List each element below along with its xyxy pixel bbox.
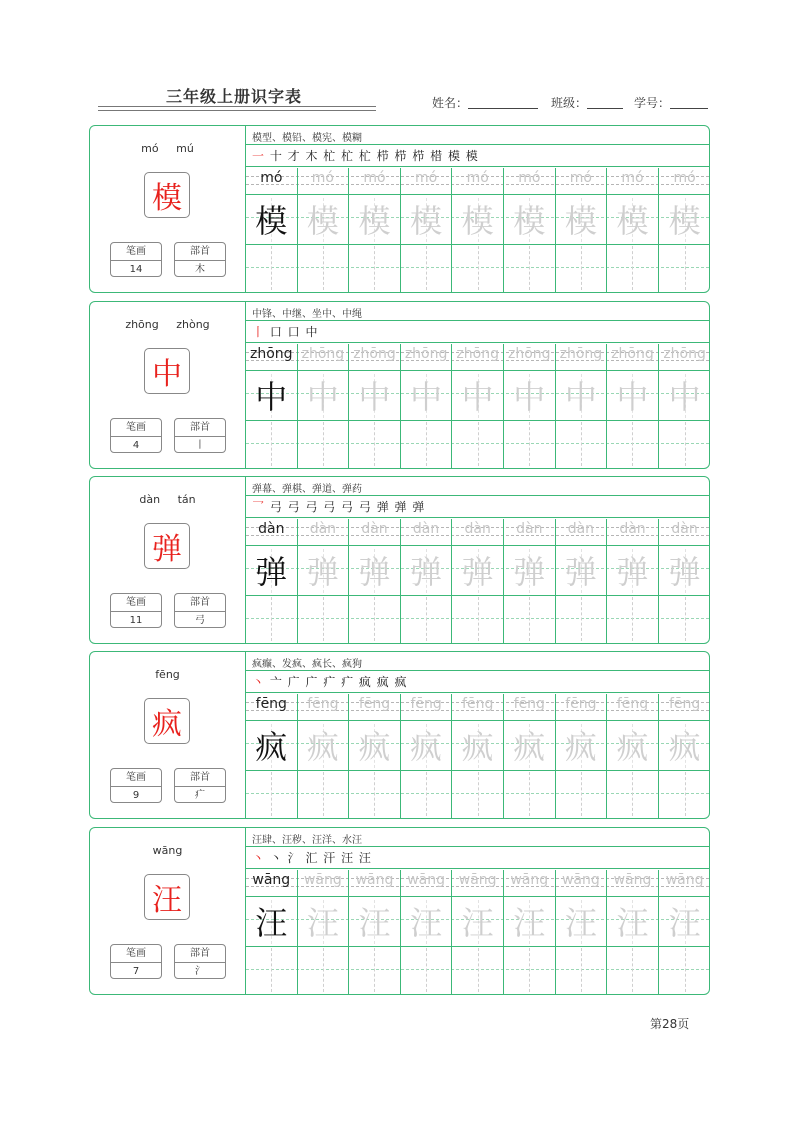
pinyin-list: dàn tán <box>139 493 196 506</box>
strokes-label: 笔画 <box>111 769 161 787</box>
divider <box>246 692 709 693</box>
practice-pinyin: fēng <box>668 696 701 712</box>
practice-cell[interactable] <box>659 168 711 292</box>
practice-pinyin: zhōng <box>404 346 448 362</box>
practice-cell[interactable] <box>659 344 711 468</box>
id-blank[interactable] <box>670 96 708 109</box>
practice-char: 模 <box>410 202 443 240</box>
id-label: 学号： <box>634 96 671 110</box>
practice-cell[interactable] <box>607 344 659 468</box>
divider <box>246 846 709 847</box>
practice-char: 中 <box>513 378 546 416</box>
guide-line <box>374 772 375 816</box>
guide-line <box>529 772 530 816</box>
guide-line <box>374 948 375 992</box>
name-field[interactable] <box>432 94 538 111</box>
strokes-label: 笔画 <box>111 243 161 261</box>
name-label: 姓名： <box>432 96 469 110</box>
guide-line <box>581 772 582 816</box>
practice-pinyin: fēng <box>616 696 649 712</box>
practice-cell[interactable] <box>659 694 711 818</box>
strokes-box <box>110 593 162 628</box>
first-stroke: 一 <box>252 149 266 163</box>
practice-char: 疯 <box>564 728 597 766</box>
character-info-panel <box>90 302 246 468</box>
practice-pinyin: dàn <box>361 521 388 537</box>
guide-line <box>478 772 479 816</box>
id-field[interactable] <box>634 94 708 111</box>
guide-line <box>529 246 530 290</box>
stroke-sequence: 弓 弓 弓 弓 弓 弓 弹 弹 弹 <box>269 500 426 514</box>
strokes-box <box>110 944 162 979</box>
practice-char: 汪 <box>513 904 546 942</box>
practice-cell[interactable] <box>607 870 659 994</box>
character-card <box>89 827 710 995</box>
practice-pinyin: mó <box>466 170 489 186</box>
practice-cell[interactable] <box>298 870 350 994</box>
main-character: 弹 <box>144 523 190 569</box>
practice-pinyin: fēng <box>410 696 442 712</box>
guide-line <box>632 422 633 466</box>
guide-line <box>271 597 272 641</box>
guide-line <box>374 422 375 466</box>
practice-cell[interactable] <box>349 870 401 994</box>
guide-line <box>426 422 427 466</box>
practice-panel <box>246 652 709 818</box>
strokes-box <box>110 418 162 453</box>
practice-pinyin: wāng <box>252 872 291 888</box>
guide-line <box>632 246 633 290</box>
stroke-order <box>252 147 479 164</box>
practice-cell[interactable] <box>401 344 453 468</box>
practice-cell[interactable] <box>349 344 401 468</box>
stroke-sequence: 亠 广 广 疒 疒 疯 疯 疯 <box>269 675 408 689</box>
practice-cell[interactable] <box>607 168 659 292</box>
practice-pinyin: dàn <box>516 521 543 537</box>
stroke-order <box>252 849 372 866</box>
guide-line <box>632 948 633 992</box>
practice-pinyin: dàn <box>619 521 646 537</box>
class-field[interactable] <box>551 94 623 111</box>
strokes-value: 7 <box>132 966 140 977</box>
guide-line <box>323 422 324 466</box>
character-info-panel <box>90 126 246 292</box>
practice-cell[interactable] <box>298 519 350 643</box>
character-card <box>89 125 710 293</box>
guide-line <box>271 772 272 816</box>
practice-pinyin: fēng <box>513 696 545 712</box>
practice-panel <box>246 302 709 468</box>
radical-value: 丨 <box>195 440 205 451</box>
guide-line <box>323 597 324 641</box>
guide-line <box>529 422 530 466</box>
practice-char: 汪 <box>461 904 494 942</box>
radical-label: 部首 <box>175 594 225 612</box>
practice-char: 中 <box>616 378 649 416</box>
practice-cell[interactable] <box>659 519 711 643</box>
practice-cell[interactable] <box>246 519 298 643</box>
radical-label: 部首 <box>175 419 225 437</box>
word-list: 模型、模铅、模宪、模糊 <box>252 133 362 144</box>
practice-pinyin: wāng <box>561 872 600 888</box>
practice-char: 模 <box>306 202 339 240</box>
practice-pinyin: zhōng <box>611 346 654 362</box>
divider <box>246 517 709 518</box>
title-underline <box>98 106 376 111</box>
practice-cell[interactable] <box>246 694 298 818</box>
practice-char: 模 <box>461 202 494 240</box>
practice-grid <box>246 344 709 468</box>
guide-line <box>426 246 427 290</box>
practice-char: 汪 <box>616 904 649 942</box>
practice-char: 弹 <box>564 553 597 591</box>
practice-pinyin: zhōng <box>508 346 551 362</box>
divider <box>246 868 709 869</box>
practice-char: 中 <box>306 378 339 416</box>
first-stroke: 丶 <box>252 851 266 865</box>
practice-cell[interactable] <box>556 870 608 994</box>
practice-char: 弹 <box>358 553 391 591</box>
guide-line <box>323 948 324 992</box>
strokes-label: 笔画 <box>111 419 161 437</box>
practice-grid <box>246 870 709 994</box>
practice-cell[interactable] <box>504 519 556 643</box>
practice-pinyin: zhōng <box>250 346 293 362</box>
guide-line <box>632 597 633 641</box>
practice-char: 汪 <box>255 904 288 942</box>
practice-char: 弹 <box>255 553 288 591</box>
guide-line <box>685 422 686 466</box>
word-list: 中锋、中继、坐中、中绳 <box>252 309 362 320</box>
strokes-label: 笔画 <box>111 945 161 963</box>
practice-cell[interactable] <box>659 870 711 994</box>
class-blank[interactable] <box>587 96 623 109</box>
practice-pinyin: mó <box>621 170 644 186</box>
pinyin-list: mó mú <box>141 142 194 155</box>
practice-char: 中 <box>255 378 288 416</box>
strokes-box <box>110 768 162 803</box>
guide-line <box>323 246 324 290</box>
divider <box>246 144 709 145</box>
practice-pinyin: zhōng <box>456 346 499 362</box>
practice-char: 中 <box>358 378 391 416</box>
stroke-order <box>252 673 408 690</box>
page-title: 三年级上册识字表 <box>166 87 303 106</box>
page-number: 第28页 <box>650 1017 690 1031</box>
practice-pinyin: wāng <box>665 872 704 888</box>
practice-grid <box>246 694 709 818</box>
first-stroke: 丨 <box>252 325 266 339</box>
word-list: 汪肆、汪秽、汪洋、水汪 <box>252 835 362 846</box>
practice-grid <box>246 168 709 292</box>
radical-label: 部首 <box>175 945 225 963</box>
guide-line <box>478 597 479 641</box>
character-info-panel <box>90 828 246 994</box>
practice-cell[interactable] <box>246 870 298 994</box>
practice-cell[interactable] <box>401 519 453 643</box>
guide-line <box>426 948 427 992</box>
practice-pinyin: dàn <box>567 521 595 537</box>
practice-pinyin: mó <box>673 170 696 186</box>
practice-cell[interactable] <box>556 519 608 643</box>
guide-line <box>271 422 272 466</box>
practice-cell[interactable] <box>556 694 608 818</box>
practice-cell[interactable] <box>246 168 298 292</box>
practice-pinyin: dàn <box>309 521 337 537</box>
main-character: 中 <box>144 348 190 394</box>
class-label: 班级： <box>551 96 588 110</box>
guide-line <box>478 948 479 992</box>
practice-cell[interactable] <box>556 344 608 468</box>
guide-line <box>685 246 686 290</box>
stroke-sequence: 丶 氵 汇 汗 汪 汪 <box>269 851 372 865</box>
strokes-value: 14 <box>129 264 143 275</box>
radical-box <box>174 768 226 803</box>
practice-cell[interactable] <box>452 168 504 292</box>
divider <box>246 670 709 671</box>
guide-line <box>685 597 686 641</box>
practice-char: 疯 <box>410 728 443 766</box>
practice-cell[interactable] <box>452 694 504 818</box>
practice-pinyin: wāng <box>458 872 497 888</box>
stroke-sequence: 十 才 木 杧 杧 杧 栉 栉 栉 棤 模 模 <box>269 149 479 163</box>
practice-cell[interactable] <box>401 168 453 292</box>
practice-grid <box>246 519 709 643</box>
practice-char: 弹 <box>410 553 443 591</box>
radical-value: 氵 <box>195 966 205 977</box>
radical-value: 木 <box>195 264 205 275</box>
guide-line <box>581 246 582 290</box>
strokes-label: 笔画 <box>111 594 161 612</box>
practice-cell[interactable] <box>452 870 504 994</box>
practice-char: 模 <box>358 202 391 240</box>
guide-line <box>685 948 686 992</box>
practice-cell[interactable] <box>401 870 453 994</box>
practice-panel <box>246 126 709 292</box>
character-info-panel <box>90 477 246 643</box>
practice-cell[interactable] <box>504 168 556 292</box>
practice-char: 模 <box>255 202 288 240</box>
practice-cell[interactable] <box>298 168 350 292</box>
radical-value: 疒 <box>195 790 205 801</box>
practice-char: 弹 <box>616 553 649 591</box>
guide-line <box>685 772 686 816</box>
practice-char: 汪 <box>306 904 339 942</box>
strokes-value: 9 <box>132 790 140 801</box>
practice-cell[interactable] <box>349 168 401 292</box>
practice-pinyin: fēng <box>462 696 494 712</box>
practice-pinyin: zhōng <box>301 346 345 362</box>
main-character: 汪 <box>144 874 190 920</box>
practice-char: 中 <box>410 378 443 416</box>
practice-pinyin: wāng <box>613 872 652 888</box>
practice-pinyin: dàn <box>412 521 440 537</box>
practice-char: 汪 <box>668 904 701 942</box>
practice-char: 中 <box>564 378 597 416</box>
radical-label: 部首 <box>175 243 225 261</box>
practice-cell[interactable] <box>349 519 401 643</box>
practice-cell[interactable] <box>401 694 453 818</box>
guide-line <box>529 948 530 992</box>
practice-cell[interactable] <box>607 694 659 818</box>
guide-line <box>581 948 582 992</box>
practice-pinyin: mó <box>414 170 438 186</box>
character-info-panel <box>90 652 246 818</box>
radical-box <box>174 242 226 277</box>
first-stroke: 乛 <box>252 500 266 514</box>
practice-char: 中 <box>461 378 494 416</box>
guide-line <box>374 246 375 290</box>
practice-pinyin: mó <box>260 170 283 186</box>
guide-line <box>426 772 427 816</box>
practice-pinyin: zhōng <box>663 346 706 362</box>
practice-cell[interactable] <box>607 519 659 643</box>
radical-box <box>174 944 226 979</box>
radical-box <box>174 593 226 628</box>
practice-char: 模 <box>564 202 597 240</box>
practice-pinyin: wāng <box>303 872 342 888</box>
practice-cell[interactable] <box>298 344 350 468</box>
practice-char: 汪 <box>410 904 443 942</box>
guide-line <box>581 597 582 641</box>
practice-pinyin: mó <box>363 170 386 186</box>
practice-cell[interactable] <box>504 344 556 468</box>
name-blank[interactable] <box>468 96 538 109</box>
practice-cell[interactable] <box>452 519 504 643</box>
practice-pinyin: mó <box>518 170 541 186</box>
practice-char: 汪 <box>564 904 597 942</box>
practice-pinyin: dàn <box>464 521 491 537</box>
strokes-value: 4 <box>132 440 140 451</box>
practice-char: 模 <box>668 202 701 240</box>
practice-pinyin: wāng <box>510 872 549 888</box>
practice-char: 弹 <box>668 553 701 591</box>
strokes-box <box>110 242 162 277</box>
pinyin-list: fēng <box>155 668 180 681</box>
practice-char: 模 <box>513 202 546 240</box>
guide-line <box>271 948 272 992</box>
pinyin-list: zhōng zhòng <box>125 318 210 331</box>
practice-pinyin: fēng <box>255 696 287 712</box>
practice-pinyin: fēng <box>565 696 597 712</box>
practice-pinyin: fēng <box>358 696 391 712</box>
practice-cell[interactable] <box>504 870 556 994</box>
guide-line <box>632 772 633 816</box>
divider <box>246 166 709 167</box>
strokes-value: 11 <box>129 615 143 626</box>
first-stroke: 丶 <box>252 675 266 689</box>
divider <box>246 320 709 321</box>
guide-line <box>271 246 272 290</box>
radical-box <box>174 418 226 453</box>
pinyin-list: wāng <box>152 844 183 857</box>
practice-pinyin: wāng <box>355 872 394 888</box>
practice-pinyin: zhōng <box>353 346 396 362</box>
radical-label: 部首 <box>175 769 225 787</box>
guide-line <box>374 597 375 641</box>
practice-char: 弹 <box>306 553 339 591</box>
word-list: 疯癫、发疯、疯长、疯狗 <box>252 659 362 670</box>
practice-cell[interactable] <box>349 694 401 818</box>
practice-panel <box>246 828 709 994</box>
guide-line <box>529 597 530 641</box>
divider <box>246 495 709 496</box>
stroke-order <box>252 323 318 340</box>
practice-cell[interactable] <box>504 694 556 818</box>
practice-char: 疯 <box>616 728 649 766</box>
stroke-sequence: 口 口 中 <box>269 325 319 339</box>
practice-char: 疯 <box>668 728 701 766</box>
practice-cell[interactable] <box>298 694 350 818</box>
practice-cell[interactable] <box>452 344 504 468</box>
word-list: 弹幕、弹棋、弹道、弹药 <box>252 484 362 495</box>
character-card <box>89 476 710 644</box>
practice-char: 疯 <box>255 728 288 766</box>
practice-char: 中 <box>668 378 701 416</box>
main-character: 疯 <box>144 698 190 744</box>
divider <box>246 342 709 343</box>
stroke-order <box>252 498 425 515</box>
practice-char: 疯 <box>461 728 494 766</box>
practice-cell[interactable] <box>246 344 298 468</box>
practice-char: 疯 <box>306 728 339 766</box>
practice-char: 疯 <box>358 728 391 766</box>
practice-char: 弹 <box>461 553 494 591</box>
practice-char: 汪 <box>358 904 391 942</box>
guide-line <box>323 772 324 816</box>
main-character: 模 <box>144 172 190 218</box>
practice-pinyin: fēng <box>307 696 339 712</box>
practice-cell[interactable] <box>556 168 608 292</box>
character-card <box>89 651 710 819</box>
guide-line <box>581 422 582 466</box>
guide-line <box>426 597 427 641</box>
practice-pinyin: zhōng <box>559 346 603 362</box>
practice-char: 模 <box>616 202 649 240</box>
radical-value: 弓 <box>195 615 205 626</box>
guide-line <box>478 422 479 466</box>
practice-pinyin: mó <box>311 170 334 186</box>
guide-line <box>478 246 479 290</box>
practice-char: 疯 <box>513 728 546 766</box>
practice-pinyin: dàn <box>671 521 698 537</box>
practice-pinyin: dàn <box>258 521 285 537</box>
character-card <box>89 301 710 469</box>
practice-pinyin: wāng <box>407 872 445 888</box>
practice-pinyin: mó <box>569 170 592 186</box>
practice-panel <box>246 477 709 643</box>
practice-char: 弹 <box>513 553 546 591</box>
